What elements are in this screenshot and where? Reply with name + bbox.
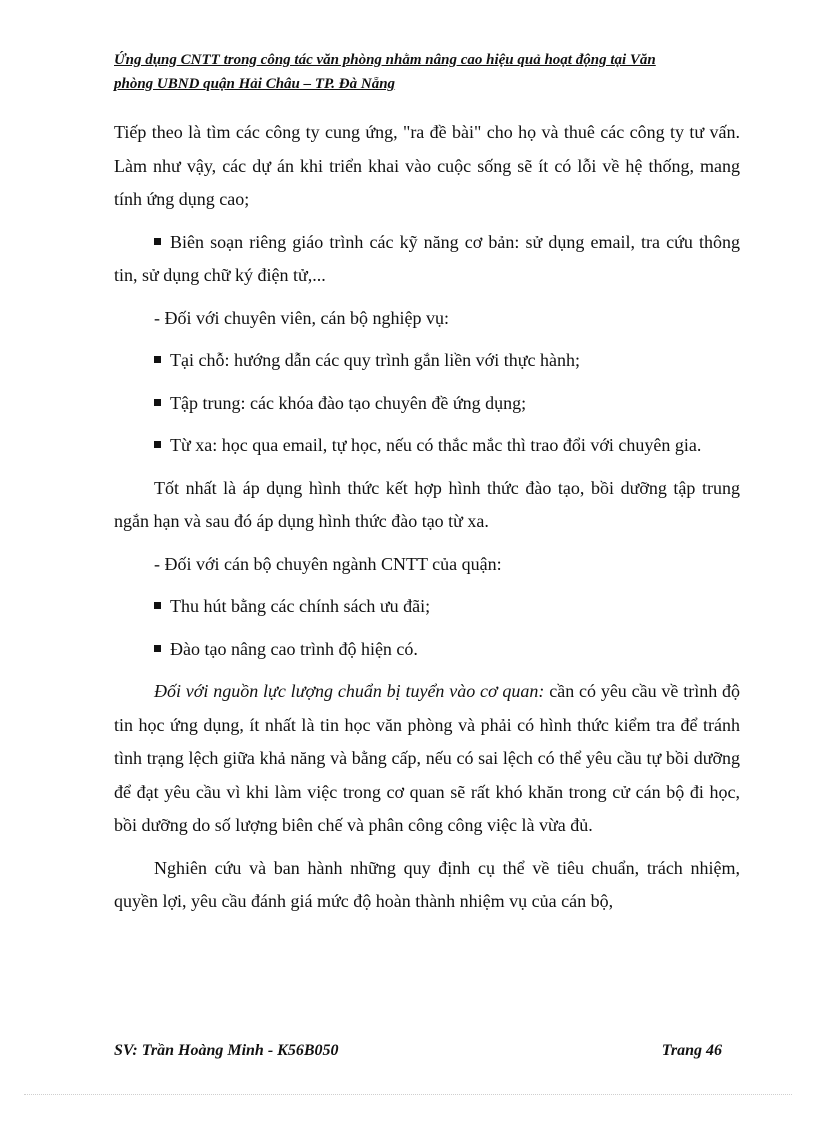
bullet-item [114,344,740,378]
sub-heading: - Đối với chuyên viên, cán bộ nghiệp vụ: [154,307,449,328]
square-bullet-icon [154,399,161,406]
header-line-1: Ứng dụng CNTT trong công tác văn phòng nhằm nâng cao hiệu quả hoạt động tại Văn [114,52,656,68]
bullet-text: Tại chỗ: hướng dẫn các quy trình gắn liền với thực hành; [170,350,580,370]
square-bullet-icon [154,238,161,245]
square-bullet-icon [154,356,161,363]
footer-author: SV: Trần Hoàng Minh - K56B050 [114,1042,339,1059]
bullet-item [114,633,740,667]
italic-lead-in: Đối với nguồn lực lượng chuẩn bị tuyển vào cơ quan: [154,681,545,701]
bullet-text: Tập trung: các khóa đào tạo chuyên đề ứng dụng; [170,392,527,413]
paragraph [114,675,740,843]
bullet-text: Thu hút bằng các chính sách ưu đãi; [170,596,431,616]
running-header [114,48,734,96]
document-body [114,116,740,919]
bullet-item [114,590,740,624]
page-divider [24,1094,792,1095]
paragraph: Tốt nhất là áp dụng hình thức kết hợp hình thức đào tạo, bồi dưỡng tập trung ngắn hạn và sau đó áp dụng hình thức đào tạo từ xa. [114,477,740,531]
bullet-text: Từ xa: học qua email, tự học, nếu có thắc mắc thì trao đổi với chuyên gia. [170,435,702,455]
bullet-item [114,429,740,463]
square-bullet-icon [154,441,161,448]
bullet-text: Đào tạo nâng cao trình độ hiện có. [170,638,418,659]
square-bullet-icon [154,645,161,652]
bullet-item [114,387,740,421]
bullet-text: Biên soạn riêng giáo trình các kỹ năng cơ bản: sử dụng email, tra cứu thông tin, sử dụng chữ ký điện tử,... [114,231,740,285]
square-bullet-icon [154,602,161,609]
page-number: Trang 46 [661,1042,722,1059]
paragraph: Nghiên cứu và ban hành những quy định cụ thể về tiêu chuẩn, trách nhiệm, quyền lợi, yêu cầu đánh giá mức độ hoàn thành nhiệm vụ của cán bộ, [114,857,740,911]
sub-heading: - Đối với cán bộ chuyên ngành CNTT của quận: [154,553,502,574]
paragraph: Tiếp theo là tìm các công ty cung ứng, "ra đề bài" cho họ và thuê các công ty tư vấn. Làm như vậy, các dự án khi triển khai vào cuộc sống sẽ ít có lỗi về hệ thống, mang tính ứng dụng cao; [114,122,740,209]
paragraph-text: cần có yêu cầu về trình độ tin học ứng dụng, ít nhất là tin học văn phòng và phải có hình thức kiểm tra để tránh tình trạng lệch giữa khả năng và bằng cấp, nếu có sai lệch có thể yêu cầu tự bồi dưỡng để đạt yêu cầu vì khi làm việc trong cơ quan sẽ rất khó khăn trong cử cán bộ đi học, bồi dưỡng do số lượng biên chế và phân công công việc là vừa đủ. [114,681,740,835]
running-footer [114,1042,722,1060]
header-line-2: phòng UBND quận Hải Châu – TP. Đà Nẵng [114,76,396,92]
bullet-item [114,226,740,293]
